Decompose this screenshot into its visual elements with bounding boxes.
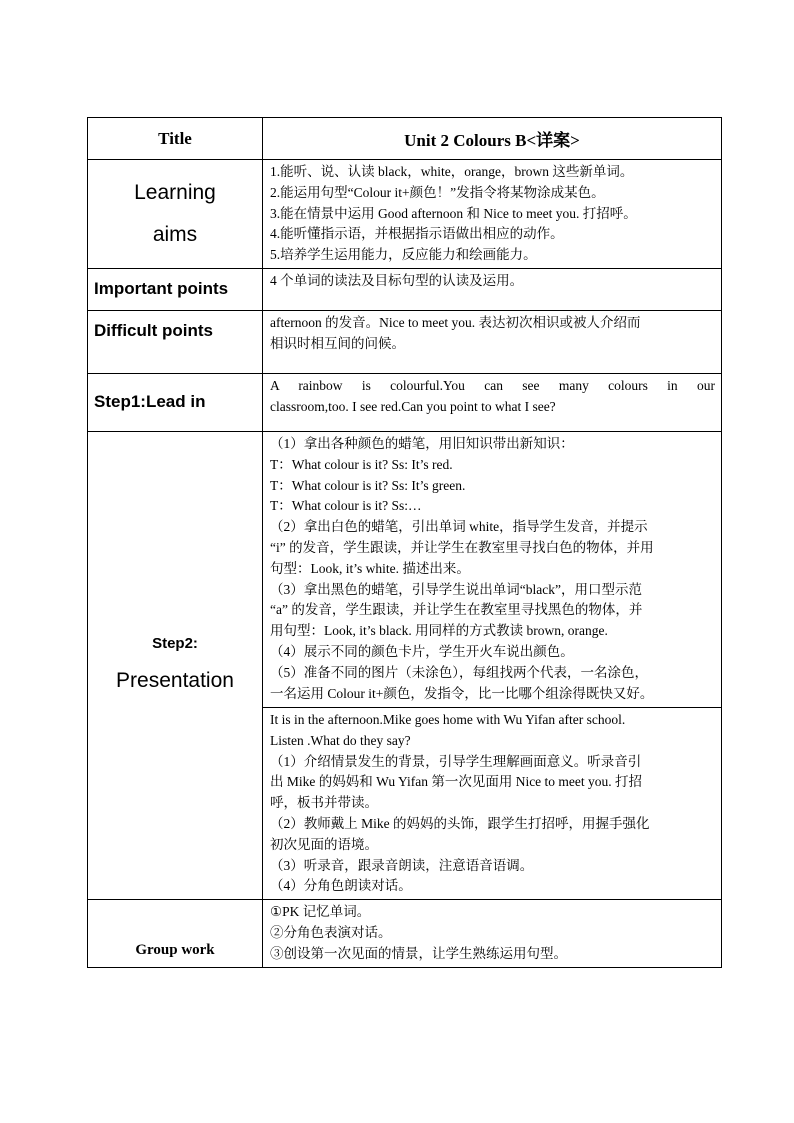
step2-line: （3）听录音，跟录音朗读，注意语音语调。 xyxy=(270,857,534,873)
step2-line: （2）教师戴上 Mike 的妈妈的头饰，跟学生打招呼，用握手强化 xyxy=(270,815,650,831)
step1-line: A rainbow is colourful.You can see many colours in our xyxy=(270,377,715,393)
lesson-plan-table xyxy=(87,117,722,968)
step2-line: （3）拿出黑色的蜡笔，引导学生说出单词“black”，用口型示范 xyxy=(270,581,642,597)
step2-line: （2）拿出白色的蜡笔，引出单词 white，指导学生发音，并提示 xyxy=(270,519,648,535)
important-points-text: 4 个单词的读法及目标句型的认读及运用。 xyxy=(270,272,524,288)
learning-aim-item: 5.培养学生运用能力，反应能力和绘画能力。 xyxy=(270,247,537,263)
step1-line: classroom,too. I see red.Can you point to what I see? xyxy=(270,398,556,414)
group-work-label: Group work xyxy=(88,900,263,967)
learning-aim-item: 4.能听懂指示语，并根据指示语做出相应的动作。 xyxy=(270,226,564,242)
learning-aim-item: 1.能听、说、认读 black，white，orange，brown 这些新单词。 xyxy=(270,164,634,179)
learning-aims-label xyxy=(88,160,263,269)
step2-line: It is in the afternoon.Mike goes home with Wu Yifan after school. xyxy=(270,711,626,727)
step2-line: 呼，板书并带读。 xyxy=(270,795,378,811)
step1-row xyxy=(88,373,722,431)
difficult-points-row xyxy=(88,310,722,373)
step2-row-part1 xyxy=(88,431,722,707)
step2-line: Listen .What do they say? xyxy=(270,732,411,748)
learning-aims-content xyxy=(263,160,722,269)
step2-line: （1）拿出各种颜色的蜡笔，用旧知识带出新知识： xyxy=(270,435,574,451)
step2-line: 初次见面的语境。 xyxy=(270,836,378,852)
difficult-points-line: 相识时相互间的问候。 xyxy=(270,335,405,351)
step2-label-line2: Presentation xyxy=(116,668,234,692)
step2-line: （4）分角色朗读对话。 xyxy=(270,878,412,894)
group-work-content xyxy=(263,900,722,967)
group-work-row xyxy=(88,900,722,967)
step2-part2-content xyxy=(263,707,722,899)
group-work-item: ③创设第一次见面的情景，让学生熟练运用句型。 xyxy=(270,945,567,961)
step1-content xyxy=(263,373,722,431)
step2-line: T：What colour is it? Ss: It’s red. xyxy=(270,456,453,472)
difficult-points-line: afternoon 的发音。Nice to meet you. 表达初次相识或被人介绍而 xyxy=(270,314,641,330)
step2-line: 一名运用 Colour it+颜色，发指令，比一比哪个组涂得既快又好。 xyxy=(270,685,654,701)
difficult-points-content xyxy=(263,310,722,373)
step2-line: （4）展示不同的颜色卡片，学生开火车说出颜色。 xyxy=(270,643,574,659)
group-work-item: ①PK 记忆单词。 xyxy=(270,904,371,920)
title-label: Title xyxy=(88,118,263,160)
title-row xyxy=(88,118,722,160)
step2-line: 出 Mike 的妈妈和 Wu Yifan 第一次见面用 Nice to meet you. 打招 xyxy=(270,774,643,790)
important-points-label: Important points xyxy=(88,268,263,310)
step2-line: T：What colour is it? Ss:… xyxy=(270,498,422,514)
difficult-points-label: Difficult points xyxy=(88,310,263,373)
learning-aims-row xyxy=(88,160,722,269)
learning-aim-item: 3.能在情景中运用 Good afternoon 和 Nice to meet you. 打招呼。 xyxy=(270,205,637,221)
step2-label-line1: Step2: xyxy=(152,634,198,652)
step2-line: 句型：Look, it’s white. 描述出来。 xyxy=(270,560,470,576)
step1-label: Step1:Lead in xyxy=(88,373,263,431)
group-work-item: ②分角色表演对话。 xyxy=(270,924,392,940)
step2-line: （1）介绍情景发生的背景，引导学生理解画面意义。听录音引 xyxy=(270,753,642,769)
step2-line: T：What colour is it? Ss: It’s green. xyxy=(270,477,466,493)
step2-line: “i” 的发音，学生跟读，并让学生在教室里寻找白色的物体，并用 xyxy=(270,539,654,555)
important-points-content xyxy=(263,268,722,310)
step2-part1-content xyxy=(263,431,722,707)
step2-line: “a” 的发音，学生跟读，并让学生在教室里寻找黑色的物体，并 xyxy=(270,602,643,618)
step2-line: （5）准备不同的图片（未涂色），每组找两个代表，一名涂色， xyxy=(270,664,648,680)
learning-aims-label-line2: aims xyxy=(152,222,198,246)
step2-label xyxy=(88,431,263,899)
learning-aims-label-line1: Learning xyxy=(134,180,216,204)
title-value: Unit 2 Colours B<详案> xyxy=(263,118,722,160)
learning-aim-item: 2.能运用句型“Colour it+颜色！”发指令将某物涂成某色。 xyxy=(270,184,605,200)
step2-line: 用句型：Look, it’s black. 用同样的方式教读 brown, orange. xyxy=(270,623,608,639)
important-points-row xyxy=(88,268,722,310)
